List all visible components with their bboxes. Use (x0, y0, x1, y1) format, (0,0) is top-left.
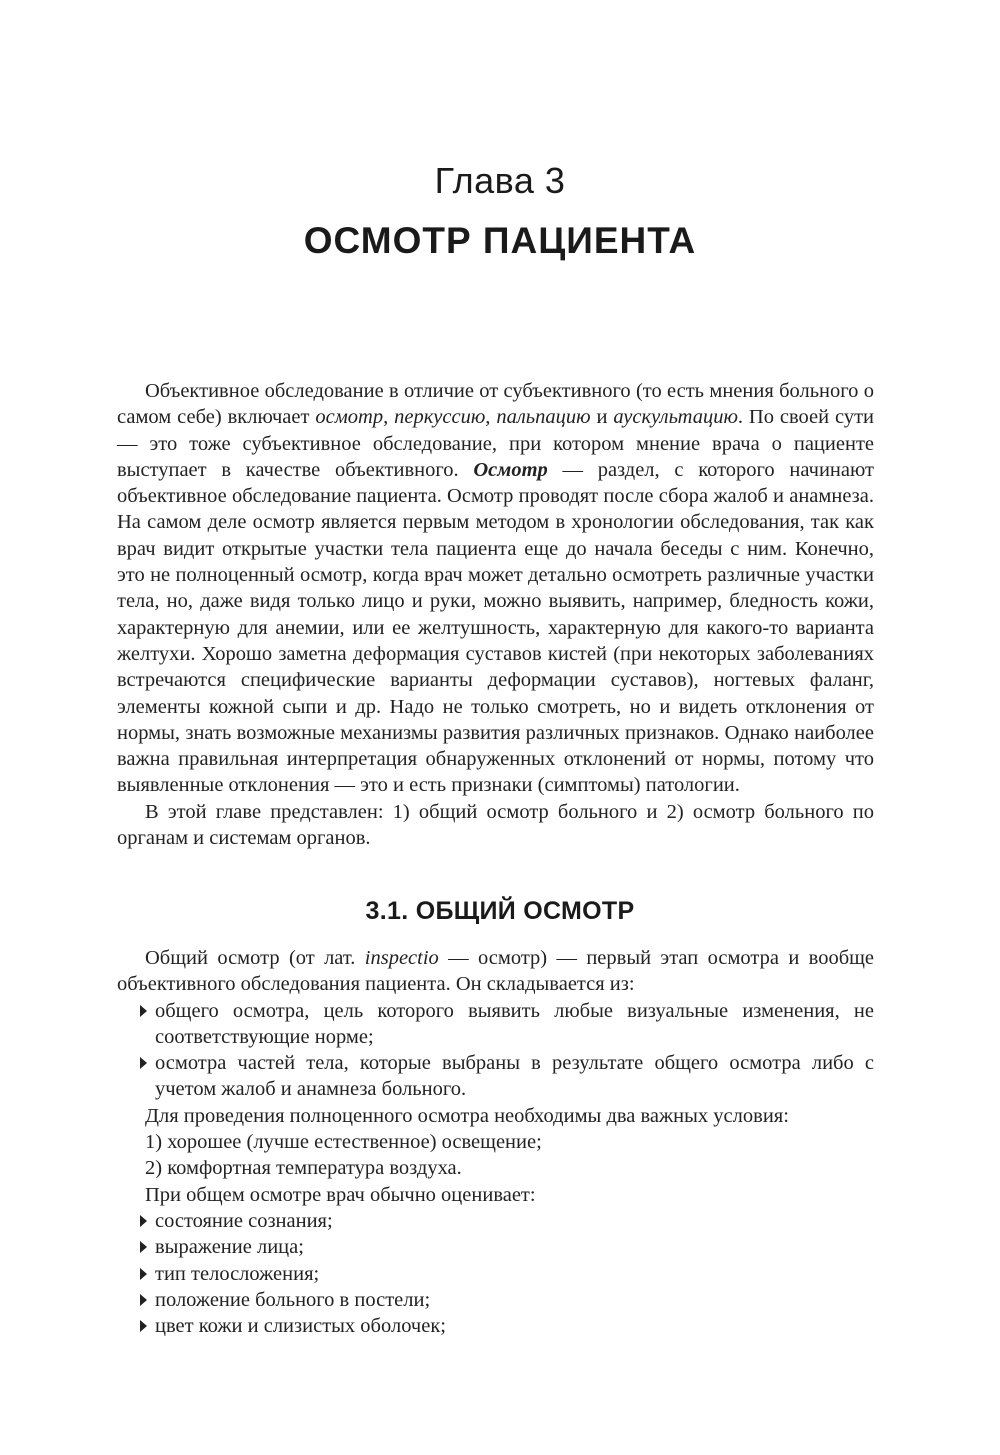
section-p1-part1: Общий осмотр (от лат. (145, 947, 365, 969)
list-item: выражение лица; (117, 1234, 874, 1260)
list-item: общего осмотра, цель которого выявить любые визуальные изменения, не соответствующие норме; (117, 998, 874, 1051)
intro-p1-part3: — раздел, с которого начинают объективное обследование пациента. Осмотр проводят после сбора жалоб и анамнеза. На самом деле осмотр является первым методом в хронологии обследования, так как врач видит открытые участки тела пациента еще до начала беседы с ним. Конечно, это не полноценный осмотр, когда врач может детально осмотреть различные участки тела, но, даже видя только лицо и руки, можно выявить, например, бледность кожи, характерную для анемии, или ее желтушность, характерную для какого-то варианта желтухи. Хорошо заметна деформация суставов кистей (при некоторых заболеваниях встречаются специфические варианты деформации суставов), ногтевых фаланг, элементы кожной сыпи и др. Надо не только смотреть, но и видеть отклонения от нормы, знать возможные механизмы развития различных признаков. Однако наиболее важна правильная интерпретация обнаруженных отклонений от нормы, потому что выявленные отклонения — это и есть признаки (симптомы) патологии. (117, 458, 874, 797)
bullet-triangle-icon (140, 1005, 147, 1017)
section-p1-part2: — осмотр) — первый этап осмотра и вообще объективного обследования пациента. Он складывается из: (117, 947, 875, 996)
components-list (117, 998, 874, 1103)
section-p1-latin: inspectio (364, 947, 439, 969)
bullet-triangle-icon (140, 1057, 147, 1069)
intro-paragraph-1 (117, 378, 874, 799)
intro-text (117, 378, 874, 851)
section-paragraph-1 (117, 945, 874, 998)
assessment-list (117, 1208, 874, 1339)
intro-p1-part2: . По своей сути — это тоже субъективное обследование, при котором мнение врача о пациенте выступает в качестве объективного. (117, 406, 874, 481)
bullet-triangle-icon (140, 1215, 147, 1227)
list-item: тип телосложения; (117, 1261, 874, 1287)
chapter-title: ОСМОТР ПАЦИЕНТА (303, 220, 697, 261)
list-item: осмотра частей тела, которые выбраны в результате общего осмотра либо с учетом жалоб и анамнеза больного. (117, 1050, 874, 1103)
intro-paragraph-2: В этой главе представлен: 1) общий осмотр больного и 2) осмотр больного по органам и системам органов. (117, 800, 874, 850)
condition-item: 2) комфортная температура воздуха. (145, 1157, 462, 1180)
bullet-triangle-icon (140, 1320, 147, 1332)
condition-item: 1) хорошее (лучше естественное) освещение; (145, 1131, 542, 1154)
bullet-triangle-icon (140, 1268, 147, 1280)
section-title: 3.1. ОБЩИЙ ОСМОТР (365, 897, 635, 925)
list-item: положение больного в постели; (117, 1287, 874, 1313)
assess-intro: При общем осмотре врач обычно оценивает: (145, 1183, 536, 1206)
bullet-triangle-icon (140, 1294, 147, 1306)
intro-p1-and: и (590, 406, 614, 429)
chapter-label: Глава 3 (434, 160, 566, 201)
list-item: состояние сознания; (117, 1208, 874, 1234)
conditions-intro: Для проведения полноценного осмотра необходимы два важных условия: (145, 1104, 789, 1127)
section-text (117, 945, 874, 1339)
intro-p1-part1: Объективное обследование в отличие от субъективного (то есть мнения больного о самом себе) включает (117, 380, 874, 429)
intro-p1-methods: осмотр, перкуссию, пальпацию (315, 406, 591, 429)
intro-p1-auscultation: аускультацию (613, 406, 738, 429)
intro-p1-term: Осмотр (473, 458, 548, 481)
list-item: цвет кожи и слизистых оболочек; (117, 1313, 874, 1339)
bullet-triangle-icon (140, 1241, 147, 1253)
